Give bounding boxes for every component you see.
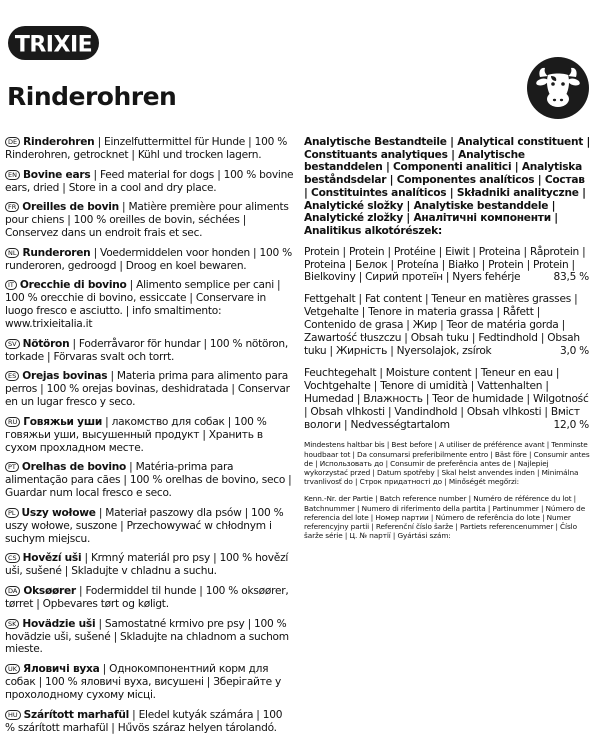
- entry-de: DE Rinderohren | Einzelfuttermittel für Hunde | 100 % Rinderohren, getrocknet | Kühl und trocken lagern.: [5, 136, 288, 161]
- batch-number-text: Kenn.-Nr. der Partie | Batch reference number | Numéro de référence du lot | Batchnummer | Numero di riferimento della partita | Partinummer | Número de referencia del lote | Номер партии | Número de referência do lote | Numer referencyjny partii | Referenční číslo šarže | Partiets referencenummer | Číslo šarže série | Ц. № партії | Gyártási szám:: [304, 494, 586, 541]
- entry-name: Nötöron: [22, 337, 70, 350]
- entry-text: Samostatné krmivo pre psy | 100 % hovädzie uši, sušené | Skladujte na chladnom a suchom mieste.: [5, 617, 289, 656]
- entry-name: Orejas bovinas: [22, 370, 108, 383]
- entry-text: Eledel kutyák számára | 100 % szárított marhafül | Hűvös száraz helyen tárolandó.: [5, 708, 283, 734]
- entry-sv: SV Nötöron | Foderråvaror för hundar | 100 % nötöron, torkade | Förvaras svalt och torrt.: [5, 337, 288, 363]
- trixie-logo: [6, 22, 101, 64]
- protein-value: 83,5 %: [553, 271, 589, 284]
- language-code-badge: SV: [5, 339, 20, 349]
- entry-name: Szárított marhafül: [23, 708, 129, 721]
- entry-name: Hovězí uši: [22, 552, 82, 565]
- language-code-badge: FR: [5, 202, 19, 212]
- entry-text: Matéria-prima para alimentação para cães | 100 % orelhas de bovino, seco | Guardar num local fresco e seco.: [5, 461, 292, 500]
- language-code-badge: PT: [5, 462, 19, 472]
- entry-nl: NL Runderoren | Voedermiddelen voor honden | 100 % runderoren, gedroogd | Droog en koel bewaren.: [5, 246, 292, 272]
- entry-cs: CS Hovězí uši | Krmný materiál pro psy | 100 % hovězí uši, sušené | Skladujte v chladnu a suchu.: [5, 552, 289, 578]
- entry-text: Matière première pour aliments pour chiens | 100 % oreilles de bovin, séchées | Conservez dans un endroit frais et sec.: [5, 201, 289, 240]
- entry-name: Bovine ears: [22, 168, 91, 181]
- language-code-badge: DA: [5, 586, 20, 596]
- entry-name: Говяжьи уши: [23, 415, 102, 428]
- entry-sk: SK Hovädzie uši | Samostatné krmivo pre psy | 100 % hovädzie uši, sušené | Skladujte na chladnom a suchom mieste.: [5, 617, 289, 656]
- protein-label: Protein | Protein | Protéine | Eiwit | Proteina | Råprotein | Proteina | Белок | Proteína | Białko | Protein | Protein | Bielkoviny | Сирий протеїн | Nyers fehérje: [304, 245, 586, 284]
- entry-name: Rinderohren: [23, 136, 95, 148]
- entry-hu: HU Szárított marhafül | Eledel kutyák számára | 100 % szárított marhafül | Hűvös száraz helyen tárolandó.: [5, 708, 283, 734]
- entry-name: Яловичі вуха: [23, 663, 100, 676]
- language-entries: [5, 136, 295, 741]
- entry-pt: PT Orelhas de bovino | Matéria-prima para alimentação para cães | 100 % orelhas de bovino, seco | Guardar num local fresco e seco.: [5, 461, 292, 500]
- language-code-badge: PL: [5, 508, 19, 518]
- moisture-value: 12,0 %: [553, 418, 589, 431]
- language-code-badge: EN: [5, 170, 20, 180]
- language-code-badge: UK: [5, 664, 20, 674]
- entry-text: Foderråvaror för hundar | 100 % nötöron, torkade | Förvaras svalt och torrt.: [5, 337, 288, 363]
- moisture-label: Feuchtegehalt | Moisture content | Teneur en eau | Vochtgehalte | Tenore di umidità | Vattenhalten | Humedad | Влажность | Teor de humidade | Wilgotność | Obsah vlhkosti | Vandindhold | Obsah vlhkosti | Вміст вологи | Nedvességtartalom: [304, 366, 589, 431]
- language-code-badge: SK: [5, 619, 19, 629]
- analytics-column: [304, 136, 591, 548]
- entry-es: ES Orejas bovinas | Materia prima para alimento para perros | 100 % orejas bovinas, deshidratada | Conservar en un lugar fresco y seco.: [5, 370, 290, 409]
- language-code-badge: DE: [5, 137, 20, 147]
- entry-da: DA Oksøører | Fodermiddel til hunde | 100 % oksøører, tørret | Opbevares tørt og køligt.: [5, 585, 289, 610]
- entry-text: Einzelfuttermittel für Hunde | 100 % Rinderohren, getrocknet | Kühl und trocken lagern.: [5, 136, 288, 161]
- entry-en: EN Bovine ears | Feed material for dogs | 100 % bovine ears, dried | Store in a cool and dry place.: [5, 168, 294, 194]
- fat-label: Fettgehalt | Fat content | Teneur en matières grasses | Vetgehalte | Tenore in materia grassa | Råfett | Contenido de grasa | Жир | Teor de matéria gorda | Zawartość tłuszczu | Obsah tuku | Fedtindhold | Obsah tuku | Жирність | Nyersolajok, zsírok: [304, 293, 580, 357]
- entry-text: Alimento semplice per cani | 100 % orecchie di bovino, essiccate | Conservare in luogo fresco e asciutto. | info smaltimento: www.trixieitalia.it: [5, 279, 281, 331]
- analytics-row-moisture: [304, 367, 591, 432]
- entry-name: Runderoren: [22, 246, 91, 259]
- entry-text: Materia prima para alimento para perros | 100 % orejas bovinas, deshidratada | Conservar en un lugar fresco y seco.: [5, 370, 290, 409]
- entry-text: Materiał paszowy dla psów | 100 % uszy wołowe, suszone | Przechowywać w chłodnym i suchym miejscu.: [5, 506, 284, 545]
- entry-name: Oksøører: [23, 585, 76, 598]
- entry-text: лакомство для собак | 100 % говяжьи уши, высушенный продукт | Хранить в сухом прохладном месте.: [5, 415, 267, 454]
- entry-text: Feed material for dogs | 100 % bovine ears, dried | Store in a cool and dry place.: [5, 168, 294, 194]
- entry-name: Hovädzie uši: [22, 617, 96, 630]
- language-code-badge: HU: [5, 710, 21, 720]
- entry-fr: FR Oreilles de bovin | Matière première pour aliments pour chiens | 100 % oreilles de bovin, séchées | Conservez dans un endroit frais et sec.: [5, 201, 289, 240]
- entry-name: Orelhas de bovino: [21, 461, 127, 474]
- trixie-logo-text: TRIXIE: [14, 32, 93, 58]
- analytics-row-protein: [304, 246, 591, 285]
- best-before-text: Mindestens haltbar bis | Best before | A utiliser de préférence avant | Tenminste houdbaar tot | Da consumarsi preferibilmente entro | Bäst före | Consumir antes de | Использовать до | Consumir de preferência antes de | Najlepiej wykorzystać przed | Datum spotřeby | Skal helst anvendes inden | Minimálna trvanlivosť do | Строк придатності до | Minőségét megőrzi:: [304, 440, 590, 487]
- fat-value: 3,0 %: [559, 344, 589, 357]
- entry-pl: PL Uszy wołowe | Materiał paszowy dla psów | 100 % uszy wołowe, suszone | Przechowywać w chłodnym i suchym miejscu.: [5, 506, 284, 545]
- language-code-badge: RU: [5, 417, 20, 427]
- analytics-heading: Analytische Bestandteile | Analytical constituent | Constituants analytiques | Analytische bestanddelen | Componenti analitici | Analytiska beståndsdelar | Componentes analíticos | Состав | Constituintes analíticos | Składniki analityczne | Analytické složky | Analytiske bestanddele | Analytické zložky | Аналітичні компоненти | Analitikus alkotórészek:: [304, 136, 591, 237]
- entry-text: Fodermiddel til hunde | 100 % oksøører, tørret | Opbevares tørt og køligt.: [5, 585, 289, 610]
- cow-icon: [527, 57, 589, 119]
- entry-ru: RU Говяжьи уши | лакомство для собак | 100 % говяжьи уши, высушенный продукт | Хранить в сухом прохладном месте.: [5, 415, 267, 454]
- language-code-badge: ES: [5, 371, 19, 381]
- entry-it: IT Orecchie di bovino | Alimento semplice per cani | 100 % orecchie di bovino, essiccate | Conservare in luogo fresco e asciutto. | info smaltimento: www.trixieitalia.it: [5, 279, 281, 331]
- analytics-row-fat: [304, 293, 591, 358]
- entry-uk: UK Яловичі вуха | Однокомпонентний корм для собак | 100 % яловичі вуха, висушені | Зберігайте у прохолодному сухому місці.: [5, 663, 282, 701]
- language-code-badge: CS: [5, 553, 20, 563]
- entry-text: Krmný materiál pro psy | 100 % hovězí uši, sušené | Skladujte v chladnu a suchu.: [5, 552, 289, 578]
- entry-name: Orecchie di bovino: [19, 279, 127, 292]
- language-code-badge: NL: [5, 248, 19, 258]
- entry-name: Uszy wołowe: [21, 506, 96, 519]
- entry-text: Voedermiddelen voor honden | 100 % runderoren, gedroogd | Droog en koel bewaren.: [5, 246, 292, 272]
- entry-text: Однокомпонентний корм для собак | 100 % яловичі вуха, висушені | Зберігайте у прохолодному сухому місці.: [5, 663, 282, 701]
- language-code-badge: IT: [5, 280, 17, 290]
- product-title: Rinderohren: [7, 82, 177, 111]
- entry-name: Oreilles de bovin: [22, 201, 119, 214]
